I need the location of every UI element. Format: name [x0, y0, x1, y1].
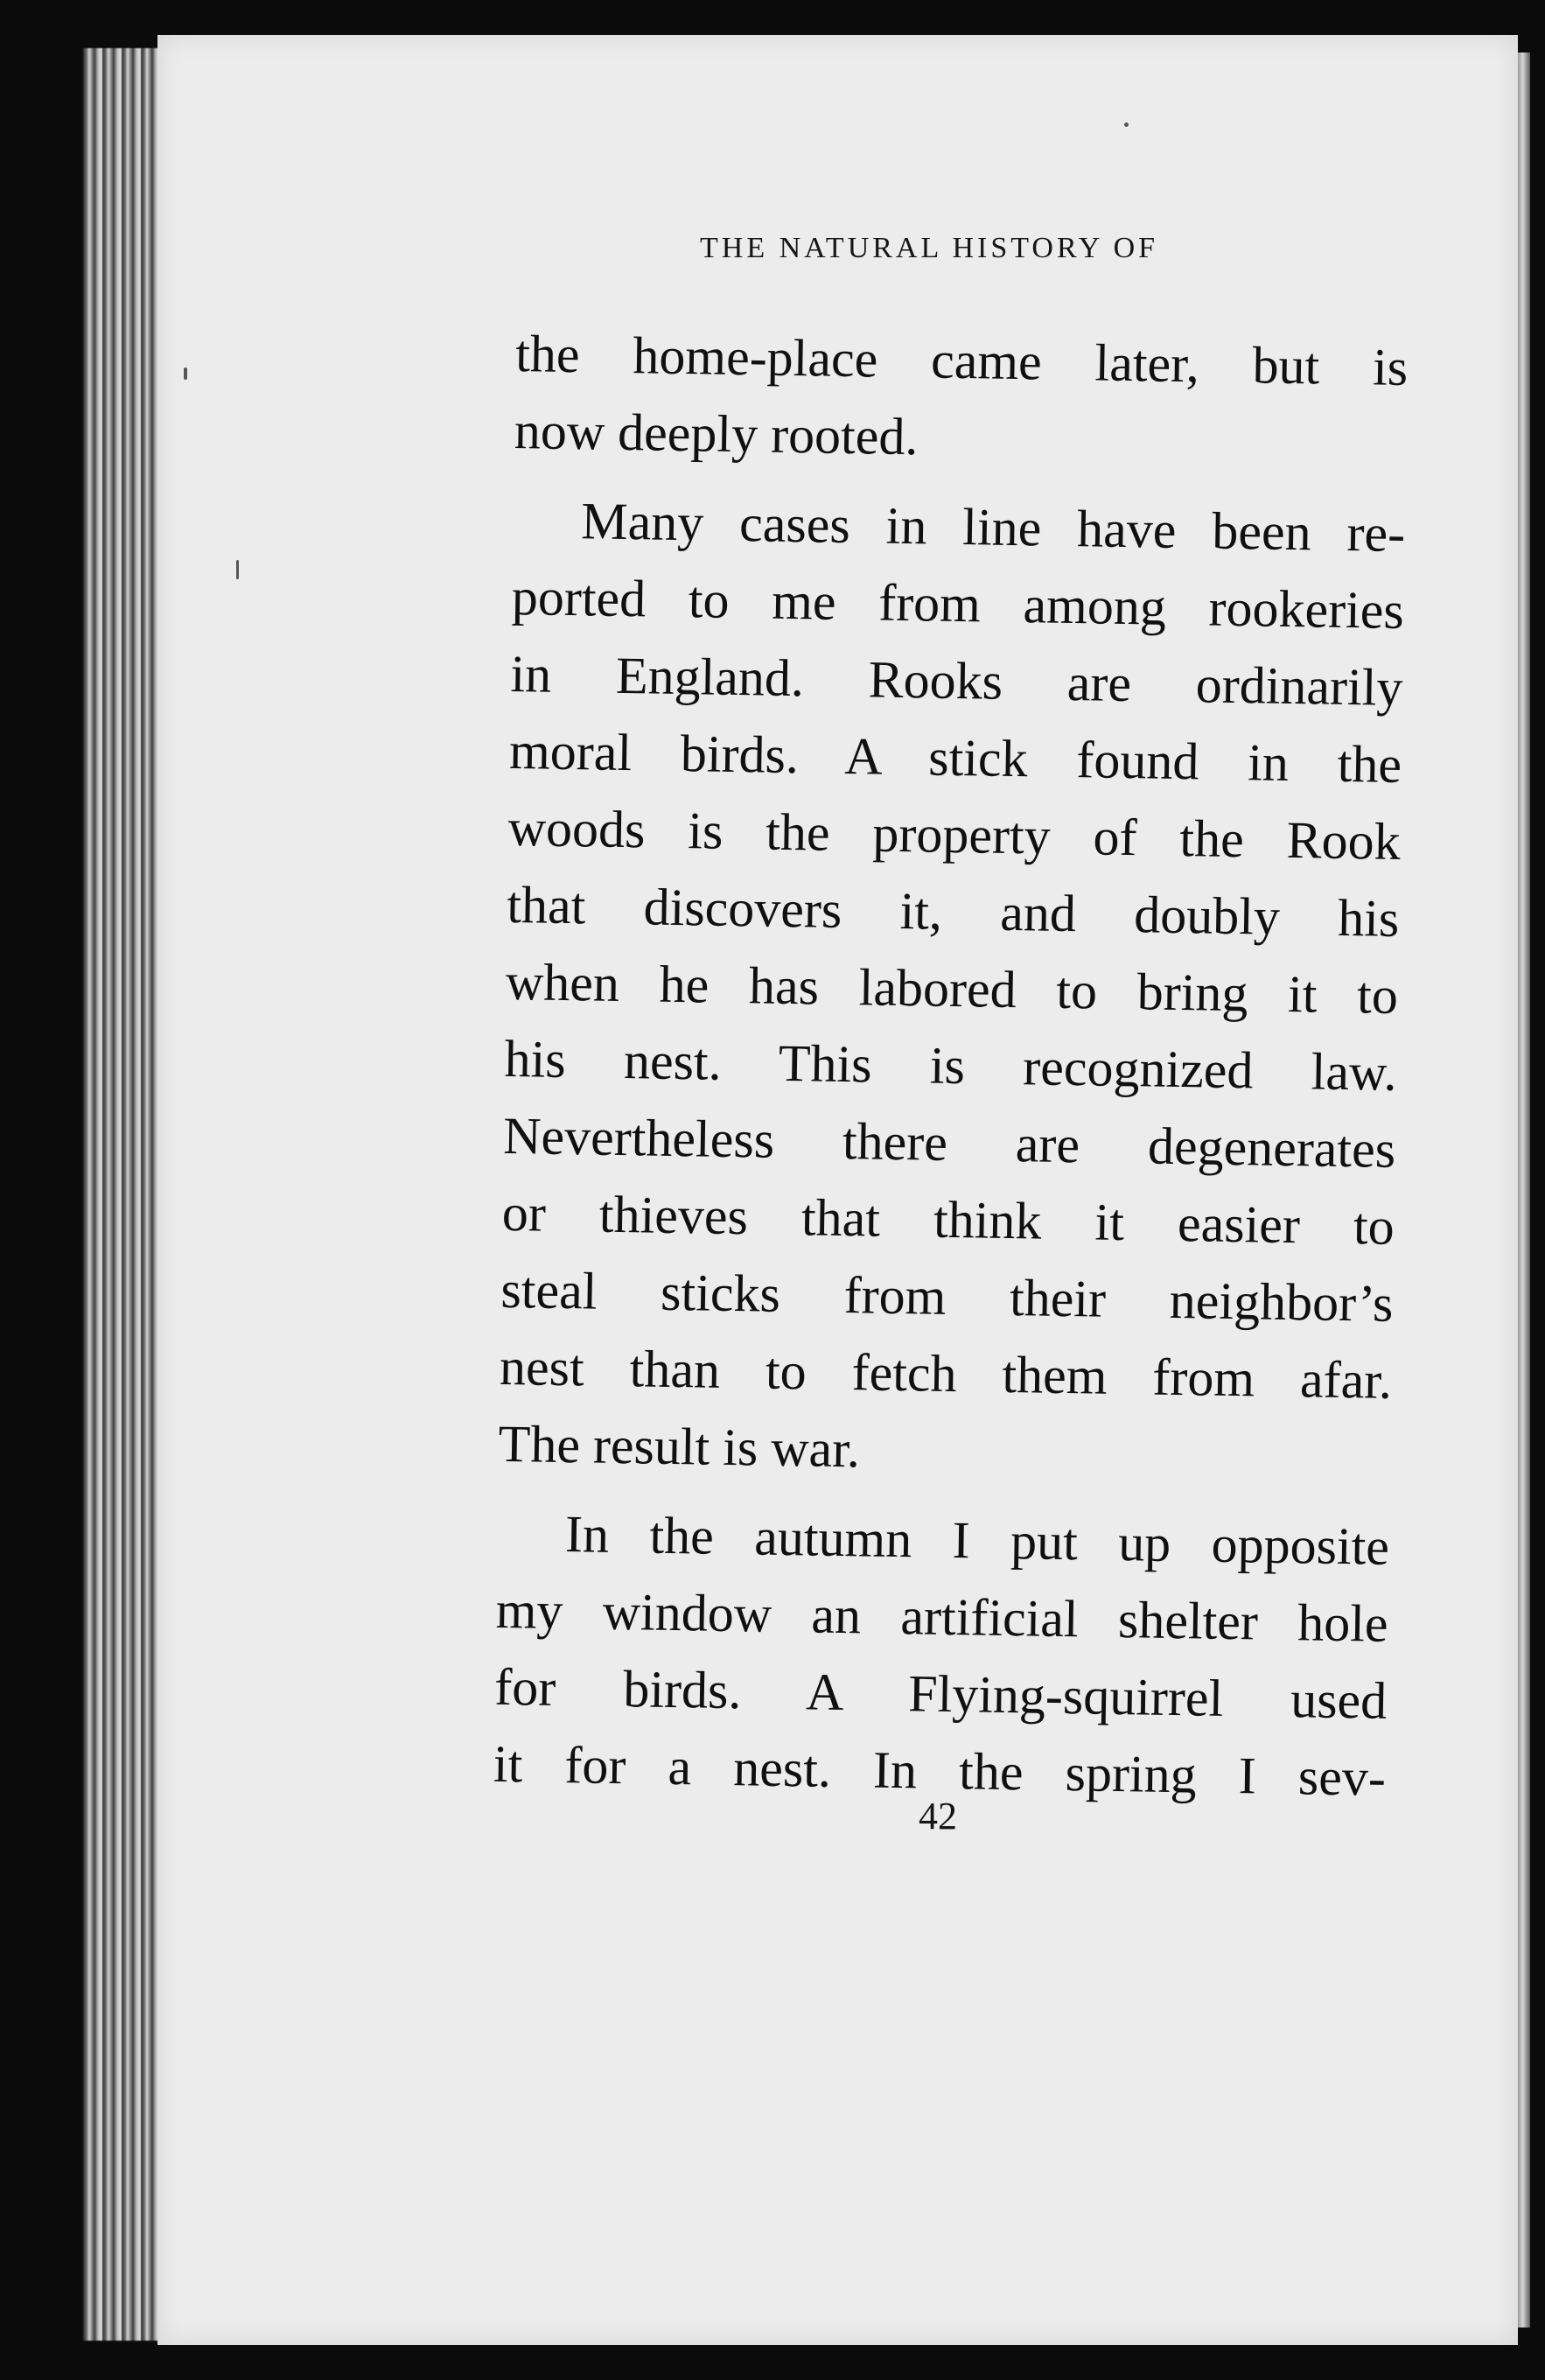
text-line: Many cases in line have been re-: [580, 492, 1406, 563]
text-line: ported to me from among rookeries: [511, 567, 1405, 640]
text-line: when he has labored to bring it to: [505, 952, 1399, 1025]
scan-speck: [184, 368, 187, 380]
text-line: that discovers it, and doubly his: [506, 875, 1400, 948]
text-line: Nevertheless there are degenerates: [502, 1106, 1396, 1179]
text-line: nest than to fetch them from afar.: [499, 1337, 1393, 1410]
text-line: my window an artificial shelter hole: [495, 1580, 1389, 1653]
text-line: it for a nest. In the spring I sev-: [493, 1734, 1387, 1807]
book-right-edge: [1518, 52, 1530, 2328]
paragraph: [493, 1494, 1389, 1816]
text-line: The result is war.: [498, 1414, 861, 1479]
text-line: now deeply rooted.: [514, 401, 919, 466]
text-line: or thieves that think it easier to: [501, 1183, 1395, 1256]
text-line: woods is the property of the Rook: [507, 798, 1402, 871]
paragraph: [498, 481, 1406, 1496]
scan-speck: [1124, 122, 1129, 127]
text-line: in England. Rooks are ordinarily: [510, 644, 1403, 717]
text-line: In the autumn I put up opposite: [564, 1505, 1390, 1576]
text-line: for birds. A Flying-squirrel used: [493, 1657, 1388, 1730]
text-line: the home-place came later, but is: [514, 324, 1409, 397]
body-text: [493, 315, 1409, 1816]
text-line: moral birds. A stick found in the: [508, 721, 1402, 794]
text-line: steal sticks from their neighbor’s: [500, 1260, 1394, 1333]
scan-speck: [236, 560, 239, 579]
text-line: his nest. This is recognized law.: [504, 1029, 1398, 1102]
running-head: THE NATURAL HISTORY OF: [700, 232, 1159, 264]
page-number: 42: [919, 1795, 957, 1838]
paragraph: [514, 315, 1409, 483]
